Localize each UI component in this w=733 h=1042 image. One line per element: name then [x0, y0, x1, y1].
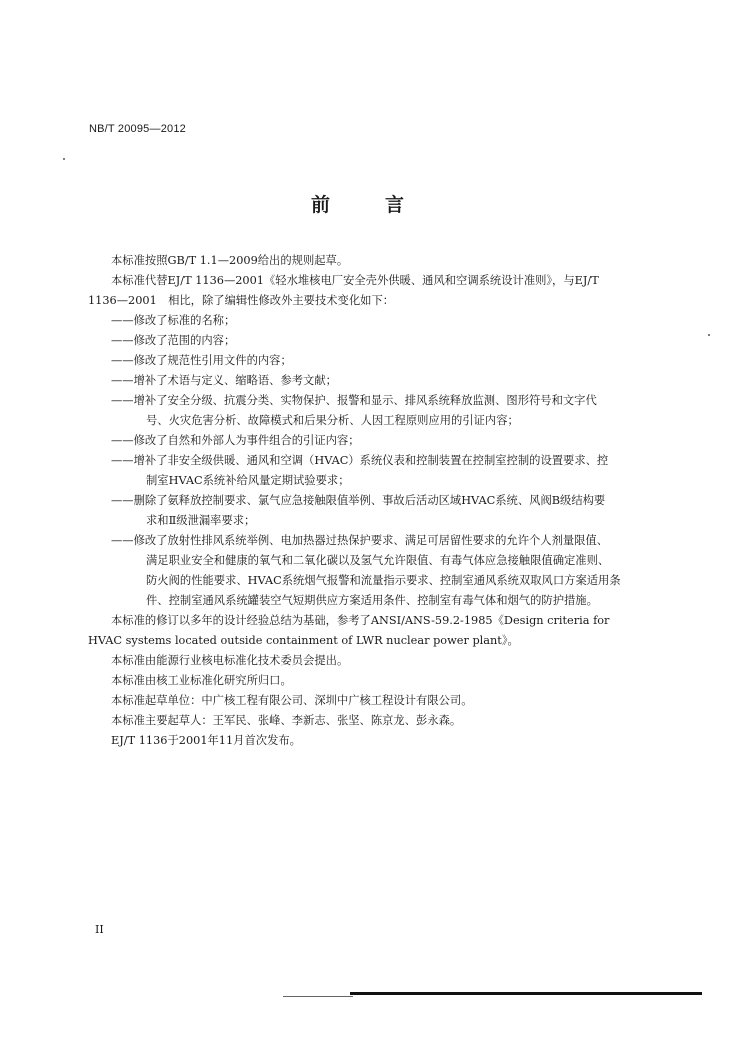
list-item-text: ——修改了标准的名称；	[111, 314, 236, 327]
list-item	[88, 371, 628, 391]
footer-rule-thin	[283, 996, 353, 997]
paragraph-replacement-line2: 1136—2001 相比，除了编辑性修改外主要技术变化如下：	[88, 294, 395, 307]
paragraph-first-issued: EJ/T 1136于2001年11月首次发布。	[111, 734, 301, 747]
paragraph-basis-line2: HVAC systems located outside containment of LWR nuclear power plant》。	[88, 634, 519, 647]
paragraph-drafters: 本标准主要起草人：王军民、张峰、李新志、张坚、陈京龙、彭永森。	[111, 714, 462, 727]
page-number: II	[95, 923, 104, 936]
list-item-continuation: 号、火灾危害分析、故障模式和后果分析、人因工程原则应用的引证内容；	[146, 414, 519, 427]
list-item-text: ——删除了氨释放控制要求、氯气应急接触限值举例、事故后活动区域HVAC系统、风阀B级结构要	[111, 494, 606, 507]
list-item	[88, 351, 628, 371]
list-item	[88, 331, 628, 351]
list-item-continuation: 制室HVAC系统补给风量定期试验要求；	[146, 474, 350, 487]
list-item	[88, 491, 628, 531]
list-item	[88, 451, 628, 491]
paragraph-drafting-units: 本标准起草单位：中广核工程有限公司、深圳中广核工程设计有限公司。	[111, 694, 473, 707]
paragraph-drafting-rules: 本标准按照GB/T 1.1—2009给出的规则起草。	[111, 254, 349, 267]
list-item-text: ——修改了放射性排风系统举例、电加热器过热保护要求、满足可居留性要求的允许个人剂量限值、	[111, 534, 609, 547]
page-title: 前 言	[310, 194, 422, 216]
scan-speck	[708, 334, 710, 336]
list-item	[88, 531, 628, 611]
paragraph-managed-by: 本标准由核工业标准化研究所归口。	[111, 674, 292, 687]
list-item-text: ——修改了范围的内容；	[111, 334, 236, 347]
changes-list	[88, 311, 628, 611]
paragraph-basis-line1: 本标准的修订以多年的设计经验总结为基础，参考了ANSI/ANS-59.2-1985《Design criteria for	[111, 614, 610, 627]
paragraph-proposed-by: 本标准由能源行业核电标准化技术委员会提出。	[111, 654, 349, 667]
document-body	[88, 251, 628, 751]
list-item-continuation: 件、控制室通风系统罐装空气短期供应方案适用条件、控制室有毒气体和烟气的防护措施。	[146, 594, 598, 607]
list-item-continuation: 求和Ⅱ级泄漏率要求；	[146, 514, 256, 527]
list-item-text: ——增补了非安全级供暖、通风和空调（HVAC）系统仪表和控制装置在控制室控制的设置要求、控	[111, 454, 609, 467]
list-item-text: ——修改了规范性引用文件的内容；	[111, 354, 292, 367]
scan-speck	[63, 158, 65, 160]
paragraph-replacement-line1: 本标准代替EJ/T 1136—2001《轻水堆核电厂安全壳外供暖、通风和空调系统设计准则》，与EJ/T	[111, 274, 599, 287]
list-item	[88, 391, 628, 431]
list-item-continuation: 满足职业安全和健康的氧气和二氧化碳以及氢气允许限值、有毒气体应急接触限值确定准则、	[146, 554, 610, 567]
list-item-text: ——增补了安全分级、抗震分类、实物保护、报警和显示、排风系统释放监测、图形符号和文字代	[111, 394, 597, 407]
list-item	[88, 311, 628, 331]
list-item	[88, 431, 628, 451]
list-item-text: ——修改了自然和外部人为事件组合的引证内容；	[111, 434, 360, 447]
standard-code: NB/T 20095—2012	[89, 123, 186, 135]
footer-rule	[350, 992, 702, 995]
list-item-continuation: 防火阀的性能要求、HVAC系统烟气报警和流量指示要求、控制室通风系统双取风口方案适用条	[146, 574, 621, 587]
list-item-text: ——增补了术语与定义、缩略语、参考文献；	[111, 374, 337, 387]
